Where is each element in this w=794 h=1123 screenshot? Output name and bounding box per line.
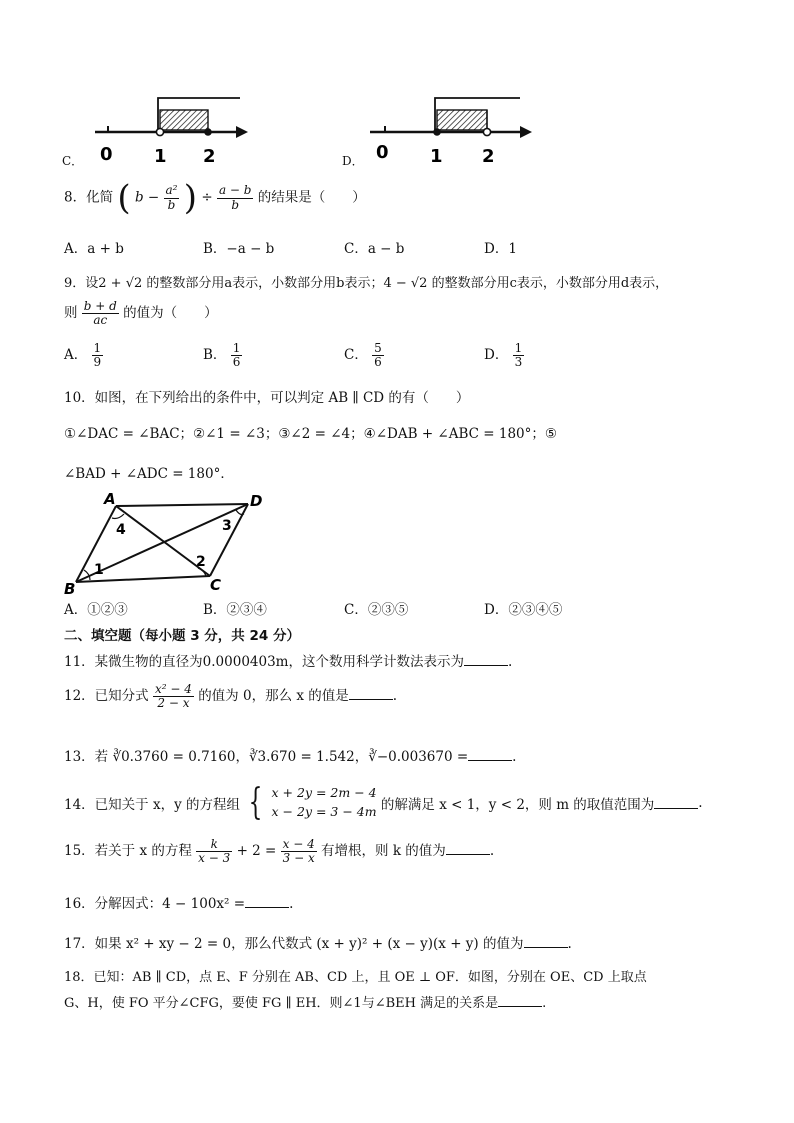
answer-blank[interactable] (446, 842, 490, 855)
question-13: 13．若 ∛0.3760 = 0.7160，∛3.670 = 1.542，∛−0.003670 = . (64, 749, 517, 765)
question-15: 15．若关于 x 的方程 $\frac{k}{x - 3}$ + 2 = $\frac{x - 4}{3 - x}$ 有增根，则 k 的值为 . (64, 837, 495, 866)
question-10-line1: 10．如图，在下列给出的条件中，可以判定 AB ∥ CD 的有（ ） (64, 390, 470, 406)
vertex-label-c: C (210, 576, 222, 594)
question-14: 14．已知关于 x，y 的方程组 { x + 2y = 2m − 4 x − 2y = 3 − 4m 的解满足 x < 1，y < 2，则 m 的取值范围为 . (64, 781, 703, 823)
fraction-bd-over-ac: $\frac{b + d}{ac}$ (83, 299, 117, 328)
section-heading: 二、填空题（每小题 3 分，共 24 分） (64, 628, 300, 644)
angle-label-4: 4 (116, 522, 126, 538)
fraction-a2-over-b: $\frac{\text{a²}}{b}$ (165, 183, 178, 212)
closed-point-2 (204, 128, 212, 136)
paren-close: ) (183, 178, 198, 218)
option-a: A．①②③ (64, 602, 128, 618)
question-18-line1: 18．已知：AB ∥ CD，点 E、F 分别在 AB、CD 上，且 OE ⊥ OF．如图，分别在 OE、CD 上取点 (64, 970, 647, 985)
closed-point-1 (433, 128, 441, 136)
tick-label-1: 1 (154, 146, 167, 167)
option-a: A． $\frac{1}{9}$ (64, 341, 102, 370)
option-c: C．a − b (344, 241, 405, 257)
option-d: D．1 (484, 241, 517, 257)
tick-label-1: 1 (430, 146, 443, 167)
question-17: 17．如果 x² + xy − 2 = 0，那么代数式 (x + y)² + (x − y)(x + y) 的值为 . (64, 936, 572, 952)
question-11: 11．某微生物的直径为0.0000403m，这个数用科学计数法表示为 . (64, 654, 513, 670)
fraction-x2-4-over-2-x: $\frac{\text{x² − 4}}{2 - x}$ (154, 682, 192, 711)
fraction-a-minus-b-over-b: $\frac{a - b}{b}$ (218, 183, 252, 212)
question-10-line2: ①∠DAC = ∠BAC；②∠1 = ∠3；③∠2 = ∠4；④∠DAB + ∠ABC = 180°；⑤ (64, 426, 557, 442)
answer-blank[interactable] (349, 687, 393, 700)
equation-system: x + 2y = 2m − 4 x − 2y = 3 − 4m (271, 785, 377, 819)
option-d: D． $\frac{1}{3}$ (484, 341, 523, 370)
option-c: C． $\frac{5}{6}$ (344, 341, 382, 370)
system-brace: { (248, 781, 263, 823)
option-label: D． (342, 154, 364, 168)
q7-option-d (340, 88, 540, 168)
number-line-d (340, 88, 540, 168)
option-b: B．−a − b (203, 241, 275, 257)
vertex-label-b: B (64, 580, 76, 598)
number-line-c (60, 88, 260, 168)
axis-arrow (236, 126, 248, 138)
vertex-label-a: A (104, 490, 116, 508)
option-c: C．②③⑤ (344, 602, 409, 618)
segment-ad (116, 504, 248, 506)
shaded-region (160, 110, 208, 130)
answer-blank[interactable] (464, 653, 508, 666)
parallelogram-figure (60, 490, 280, 600)
angle-label-1: 1 (94, 562, 104, 578)
question-8: 8．化简 ( b − $\frac{\text{a²}}{b}$ ) ÷ $\frac{a - b}{b}$ 的结果是（ ） (64, 178, 366, 218)
answer-blank[interactable] (468, 748, 512, 761)
option-a: A．a + b (64, 241, 124, 257)
answer-blank[interactable] (498, 994, 542, 1007)
angle-arc-4 (112, 514, 124, 519)
question-9-line2: 则 $\frac{b + d}{ac}$ 的值为（ ） (64, 299, 218, 328)
answer-blank[interactable] (654, 796, 698, 809)
tick-label-0: 0 (100, 144, 113, 165)
shaded-region (437, 110, 487, 130)
question-10-line3: ∠BAD + ∠ADC = 180°． (64, 466, 234, 482)
question-16: 16．分解因式：4 − 100x² = . (64, 896, 294, 912)
question-9-line1: 9．设2 + √2 的整数部分用a表示，小数部分用b表示；4 − √2 的整数部分用c表示，小数部分用d表示， (64, 276, 669, 291)
option-b: B． $\frac{1}{6}$ (203, 341, 241, 370)
axis-arrow (520, 126, 532, 138)
angle-label-2: 2 (196, 554, 206, 570)
question-12: 12．已知分式 $\frac{\text{x² − 4}}{2 - x}$ 的值为 0，那么 x 的值是 . (64, 682, 398, 711)
open-point-1 (156, 128, 163, 135)
answer-blank[interactable] (245, 895, 289, 908)
tick-label-2: 2 (203, 146, 216, 167)
angle-label-3: 3 (222, 518, 232, 534)
tick-label-0: 0 (376, 142, 389, 163)
fraction-x-4-over-3-x: $\frac{x - 4}{3 - x}$ (282, 837, 315, 866)
answer-blank[interactable] (524, 935, 568, 948)
fraction-k-over-x-3: $\frac{k}{x - 3}$ (198, 837, 231, 866)
option-d: D．②③④⑤ (484, 602, 563, 618)
option-label: C． (62, 154, 84, 168)
question-18-line2: G、H，使 FO 平分∠CFG，要使 FG ∥ EH．则∠1与∠BEH 满足的关系是 . (64, 996, 547, 1011)
tick-label-2: 2 (482, 146, 495, 167)
option-b: B．②③④ (203, 602, 267, 618)
paren-open: ( (117, 178, 131, 218)
open-point-2 (483, 128, 490, 135)
q7-option-c (60, 88, 260, 168)
vertex-label-d: D (250, 492, 263, 510)
